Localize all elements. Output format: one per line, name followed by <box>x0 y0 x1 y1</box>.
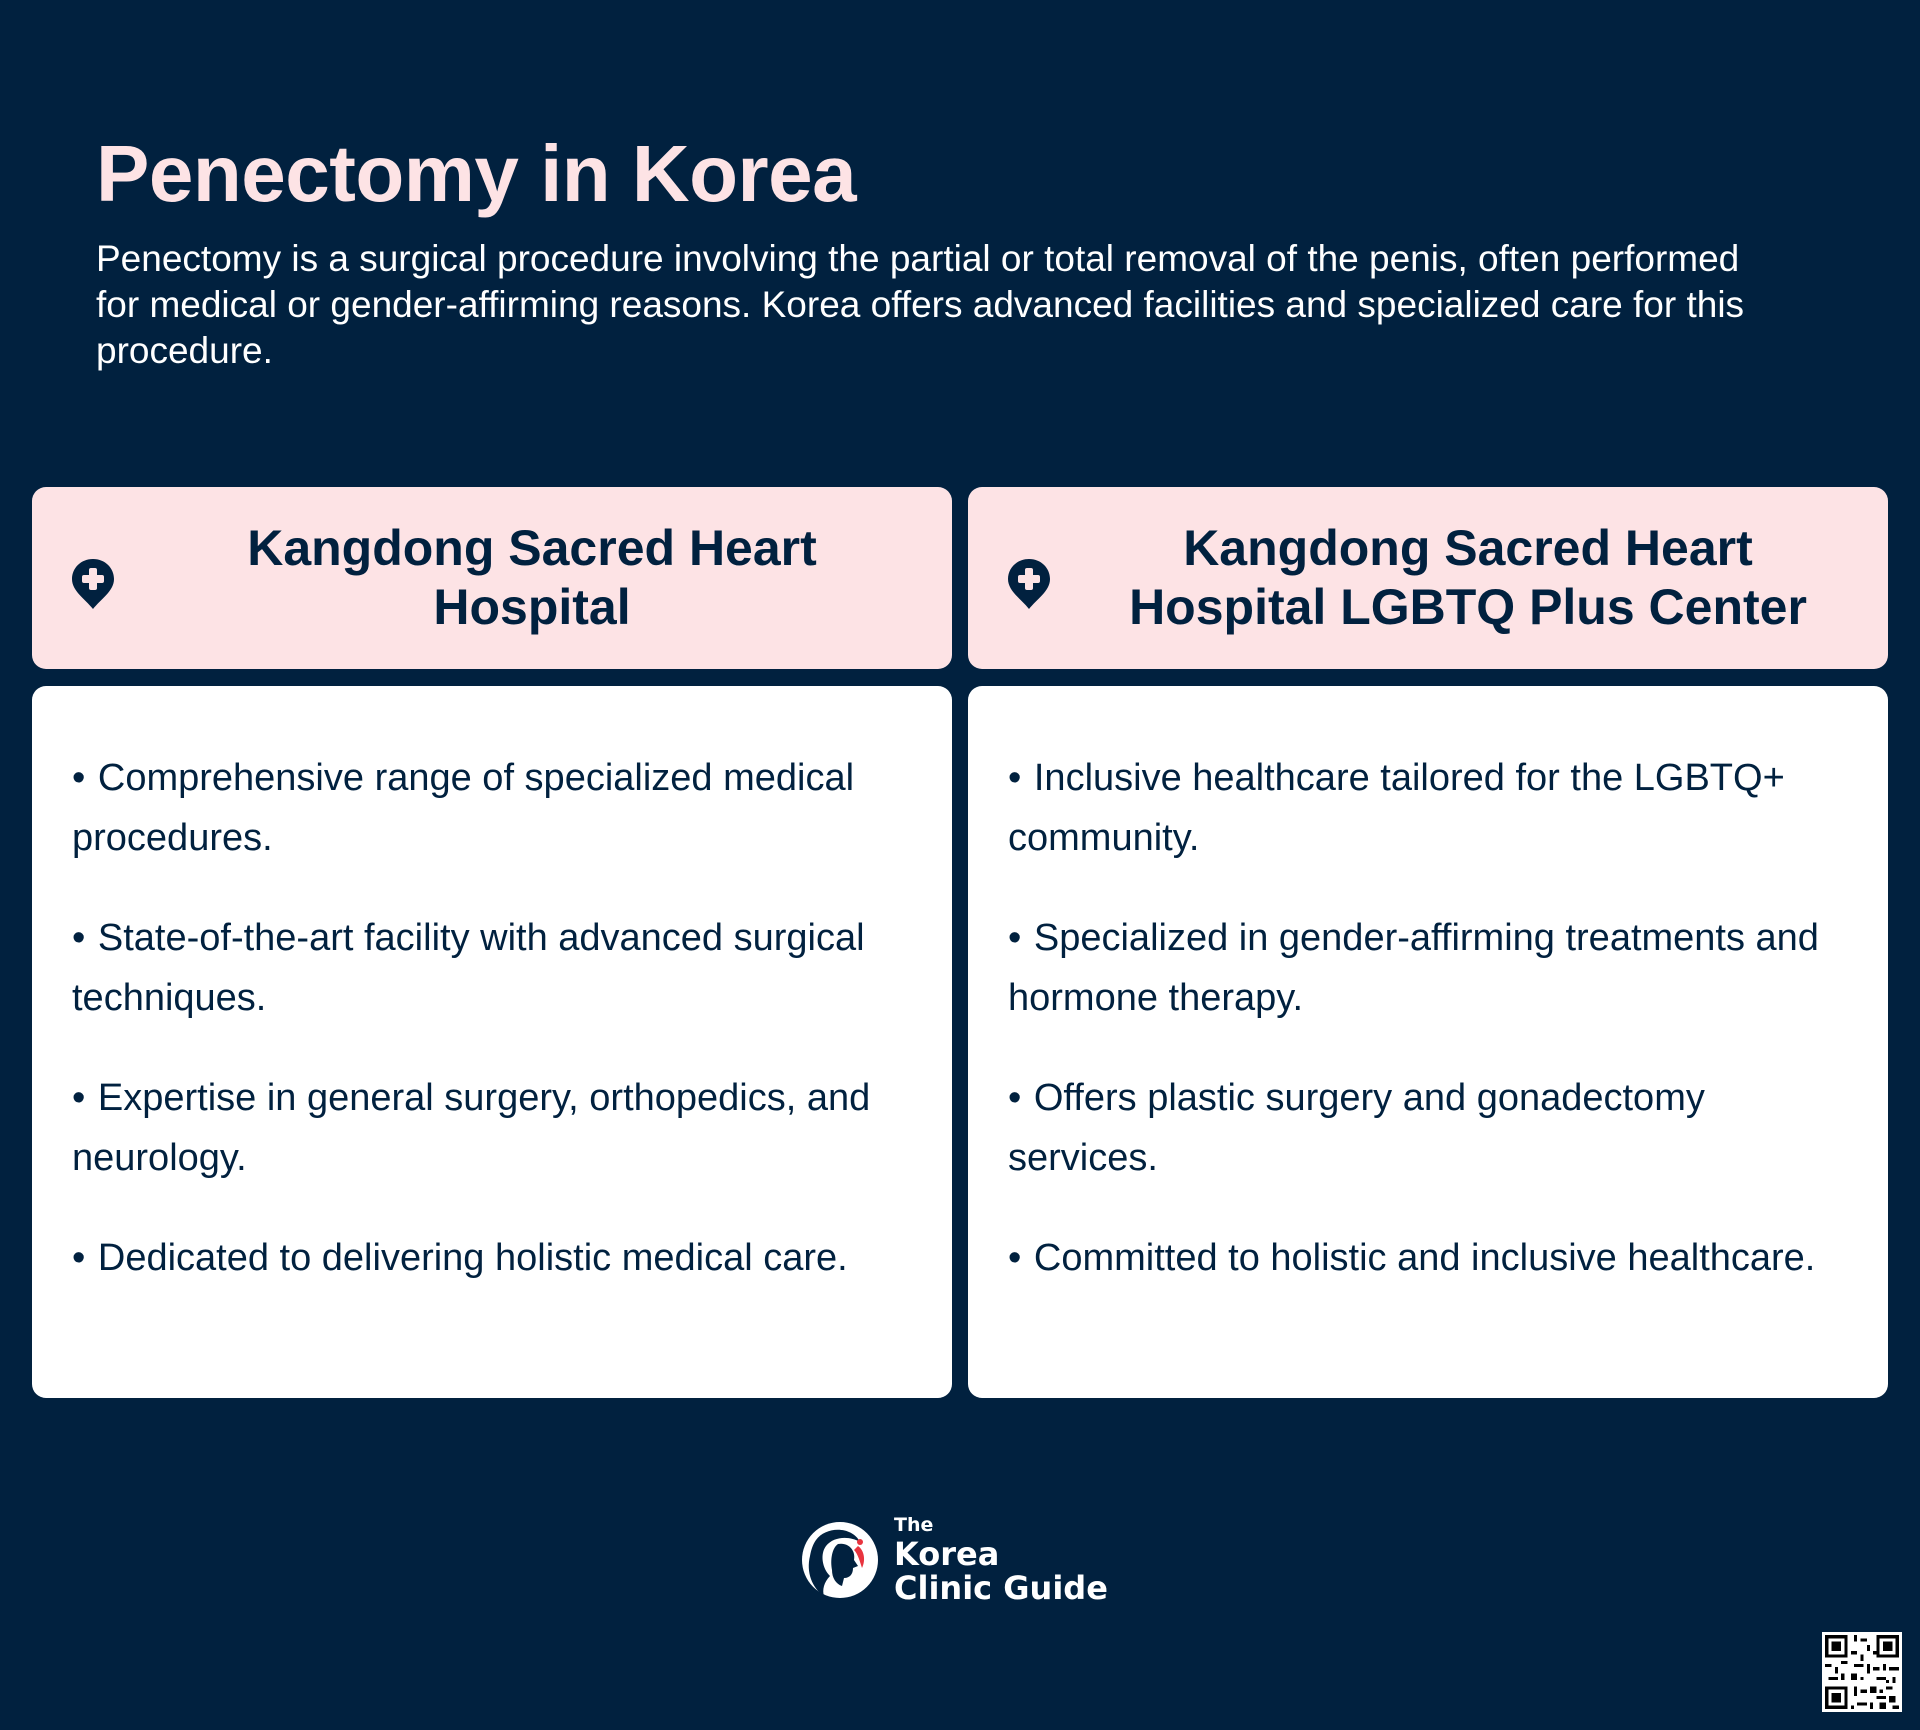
clinic-card-header-lgbtq-center <box>968 487 1888 669</box>
bullet: • <box>72 1237 86 1279</box>
bullet: • <box>1008 1077 1022 1119</box>
location-pin-plus-icon <box>70 557 116 611</box>
feature-item: • Expertise in general surgery, orthopedics, and neurology. <box>72 1077 871 1179</box>
clinic-name <box>152 487 912 669</box>
brand-logo[interactable] <box>800 1512 1120 1607</box>
bullet: • <box>1008 1237 1022 1279</box>
bullet: • <box>72 757 86 799</box>
feature-item: • Committed to holistic and inclusive healthcare. <box>1008 1237 1816 1279</box>
feature-item: • Inclusive healthcare tailored for the LGBTQ+ community. <box>1008 757 1785 859</box>
bullet: • <box>72 917 86 959</box>
feature-item: • Specialized in gender-affirming treatments and hormone therapy. <box>1008 917 1819 1019</box>
clinic-name-line1: Kangdong Sacred Heart <box>1183 520 1753 576</box>
qr-code-icon[interactable] <box>1822 1632 1902 1712</box>
bullet: • <box>72 1077 86 1119</box>
woman-profile-logo-icon <box>800 1520 880 1600</box>
clinic-card-body-lgbtq-center <box>968 686 1888 1398</box>
clinic-name-line2: Hospital LGBTQ Plus Center <box>1129 579 1807 635</box>
clinic-name-line2: Hospital <box>433 579 631 635</box>
clinic-name-line1: Kangdong Sacred Heart <box>247 520 817 576</box>
clinic-card-body-kangdong <box>32 686 952 1398</box>
brand-name-line2: Clinic Guide <box>894 1569 1108 1607</box>
feature-item: • Offers plastic surgery and gonadectomy services. <box>1008 1077 1705 1179</box>
feature-list <box>1008 748 1848 1288</box>
bullet: • <box>1008 757 1022 799</box>
feature-item: • State-of-the-art facility with advanced surgical techniques. <box>72 917 865 1019</box>
intro-paragraph: Penectomy is a surgical procedure involving the partial or total removal of the penis, often performed for medical or gender-affirming reasons. Korea offers advanced facilities and specialized care for this procedure. <box>96 238 1745 371</box>
clinic-name <box>1088 487 1848 669</box>
brand-the: The <box>894 1514 934 1536</box>
feature-item: • Comprehensive range of specialized medical procedures. <box>72 757 855 859</box>
location-pin-plus-icon <box>1006 557 1052 611</box>
feature-list <box>72 748 912 1288</box>
clinic-card-header-kangdong <box>32 487 952 669</box>
page-title: Penectomy in Korea <box>96 129 857 218</box>
brand-name-line1: Korea <box>894 1535 1000 1573</box>
bullet: • <box>1008 917 1022 959</box>
feature-item: • Dedicated to delivering holistic medical care. <box>72 1237 848 1279</box>
